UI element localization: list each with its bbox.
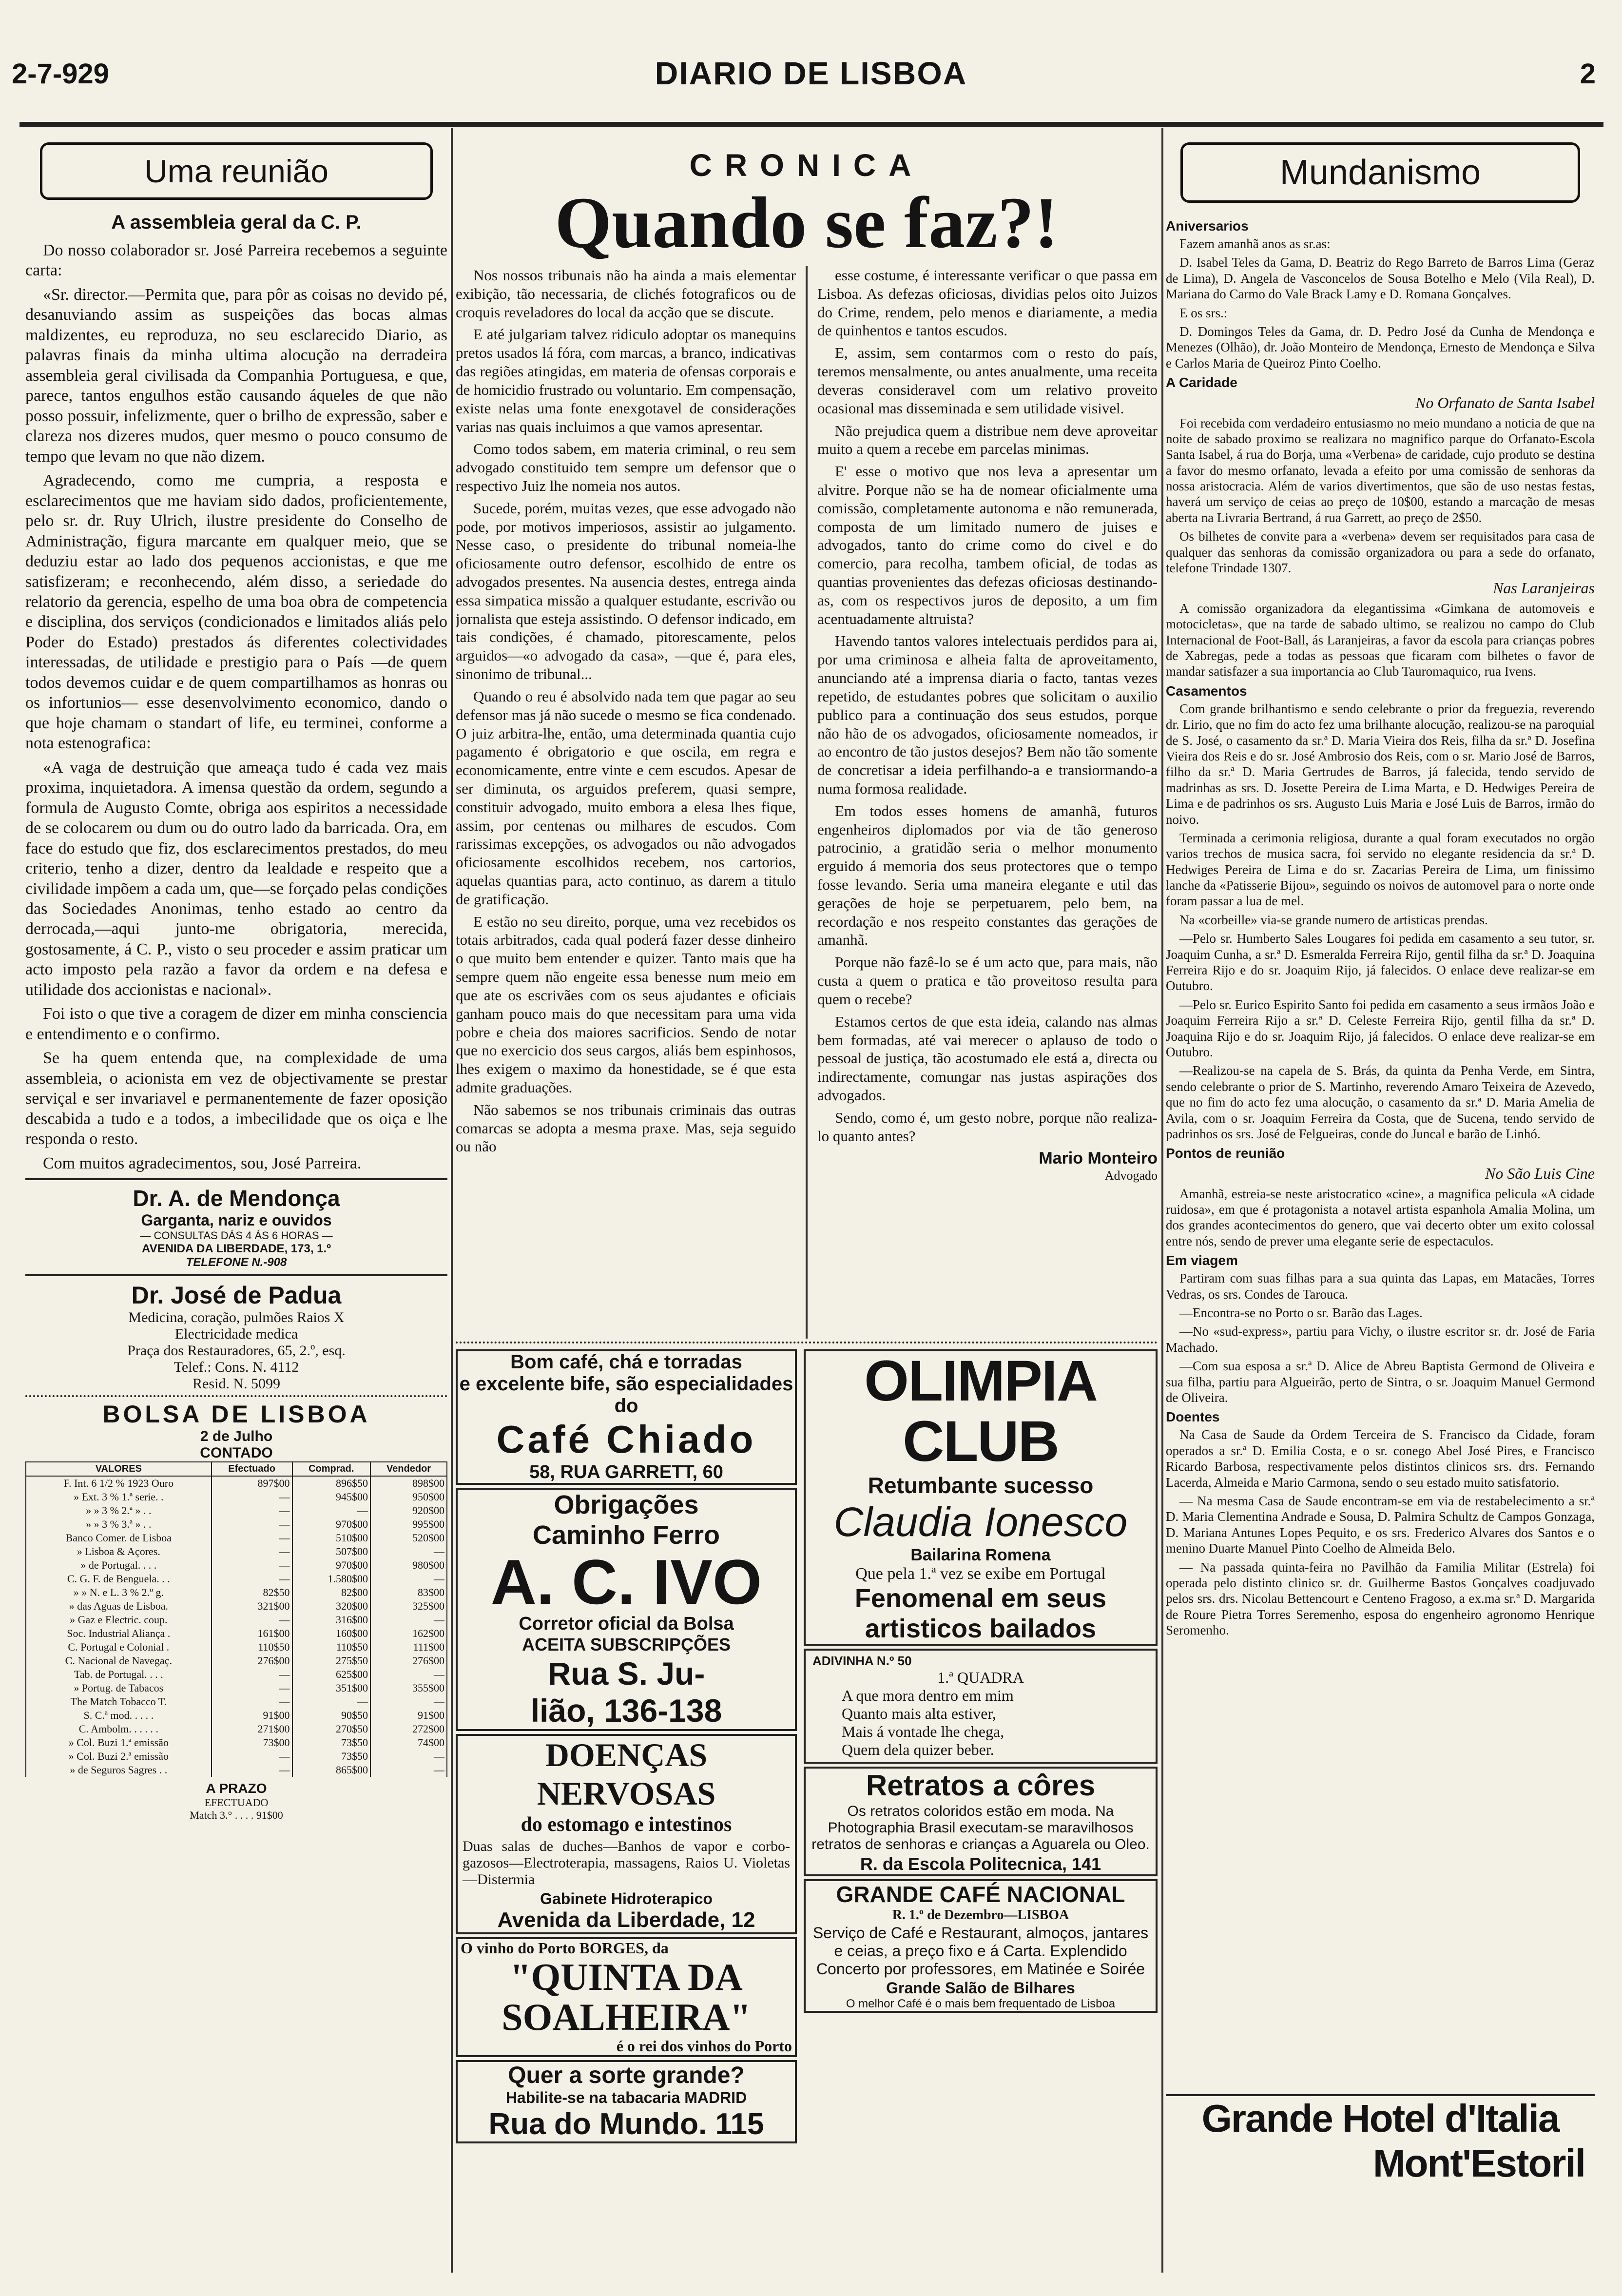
- mundanismo-title: Mundanismo: [1180, 142, 1580, 203]
- table-cell: 321$00: [212, 1599, 292, 1613]
- table-cell: —: [212, 1763, 292, 1777]
- paragraph: D. Isabel Teles da Gama, D. Beatriz do Rego Barreto de Barros Lima (Geraz de Lima), D. Angela de Vasconcelos de Sousa Botelho e Melo (Vila Real), D. Mariana do Carmo do Vale Brack Lamy e D. Romana Gonçalves.: [1166, 255, 1595, 302]
- table-cell: 945$00: [292, 1490, 371, 1504]
- table-cell: 520$00: [370, 1531, 447, 1545]
- table-cell: 980$00: [370, 1558, 447, 1572]
- table-cell: —: [212, 1490, 292, 1504]
- ad-line: O melhor Café é o mais bem frequentado de Lisboa: [846, 1997, 1116, 2010]
- bolsa-section: [25, 1400, 447, 1822]
- table-cell: —: [212, 1545, 292, 1558]
- paragraph: Os bilhetes de convite para a «verbena» devem ser requisitados para casa de qualquer das senhoras da comissão organizadora ou para a sede do orfanato, telefone Trindade 1307.: [1166, 529, 1595, 576]
- table-cell: S. C.ª mod. . . . .: [26, 1709, 212, 1722]
- section-head: Casamentos: [1166, 683, 1247, 699]
- paragraph: esse costume, é interessante verificar o que passa em Lisboa. As defezas oficiosas, dividias pelos oito Juizos do Crime, rendem, pelo menos e diariamente, a media de quinhentos e tantos escudos.: [817, 267, 1158, 339]
- ad-line: 58, RUA GARRETT, 60: [529, 1462, 723, 1482]
- paragraph: E estão no seu direito, porque, uma vez recebidos os totais arbitrados, cada qual poderá fazer desse dinheiro o que muito bem entender e quizer. Tanto mais que ha sempre quem não engeite essa benesse num meio em que ate os escrivães com os seus ajudantes e oficiais ganham pouco mais do que necessitam para uma vida pobre e cheia dos maiores sacrificios. Sendo de notar que no exercicio dos seus cargos, aliás bem espinhosos, lhes exigem o maximo da honestidade, se é que esta admite graduações.: [456, 913, 796, 1096]
- section-head: Doentes: [1166, 1409, 1220, 1425]
- ad-line: Obrigações: [554, 1490, 699, 1519]
- uma-reuniao-title: Uma reunião: [40, 142, 433, 200]
- paragraph: Foi isto o que tive a coragem de dizer em minha consciencia e entendimento e o confirmo.: [25, 1005, 447, 1043]
- ad-mendonca: [25, 1185, 447, 1269]
- table-cell: » Col. Buzi 2.ª emissão: [26, 1750, 212, 1763]
- headline: Quando se faz?!: [555, 182, 1059, 263]
- table-row: [26, 1627, 447, 1640]
- ad-name: GRANDE CAFÉ NACIONAL: [836, 1881, 1125, 1907]
- table-row: [26, 1586, 447, 1599]
- table-cell: 272$00: [370, 1722, 447, 1736]
- table-cell: » de Seguros Sagres . .: [26, 1763, 212, 1777]
- ad-line: Retumbante sucesso: [868, 1472, 1094, 1498]
- table-cell: 995$00: [370, 1518, 447, 1531]
- ad-line: ACEITA SUBSCRIPÇÕES: [521, 1634, 731, 1654]
- left-column: [25, 128, 447, 2273]
- ad-line: Que pela 1.ª vez se exibe em Portugal: [855, 1564, 1106, 1583]
- table-row: [26, 1531, 447, 1545]
- section-head: Aniversarios: [1166, 218, 1249, 233]
- bolsa-date: 2 de Julho: [200, 1428, 273, 1445]
- adivinha-title: ADIVINHA N.º 50: [812, 1653, 912, 1668]
- newspaper-title: DIARIO DE LISBOA: [655, 55, 967, 91]
- table-row: [26, 1763, 447, 1777]
- table-cell: 90$50: [292, 1709, 371, 1722]
- table-cell: —: [212, 1558, 292, 1572]
- ad-line: Avenida da Liberdade, 12: [497, 1908, 755, 1932]
- table-cell: 950$00: [370, 1490, 447, 1504]
- bolsa-table: [25, 1461, 447, 1777]
- table-row: [26, 1722, 447, 1736]
- bolsa-efectuado: EFECTUADO: [204, 1796, 269, 1809]
- mundanismo-body: [1166, 214, 1595, 2091]
- bolsa-match: Match 3.° . . . . 91$00: [190, 1809, 283, 1822]
- ad-name: OLIMPIA CLUB: [864, 1349, 1097, 1474]
- paragraph: Sucede, porém, muitas vezes, que esse advogado não pode, por motivos imperiosos, assistir ao julgamento. Nesse caso, o presidente do tribunal nomeia-lhe oficiosamente outro defensor, escolhido de entre os advogados presentes. Na ausencia destes, entrega ainda essa simpatica missão a qualquer estudante, escrivão ou jornalista que esteja assistindo. O defensor indicado, em tais condições, é chamado, pitorescamente, pelos arguidos—«o advogado da casa», —que é, para eles, sinonimo de tribunal...: [456, 499, 796, 683]
- paragraph: Fazem amanhã anos as sr.as:: [1179, 236, 1331, 251]
- ad-name: A. C. IVO: [490, 1546, 762, 1617]
- table-cell: —: [370, 1572, 447, 1586]
- table-cell: —: [292, 1695, 371, 1709]
- ad-retratos: [804, 1767, 1158, 1876]
- section-em-viagem: [1166, 1253, 1595, 1405]
- paragraph: Quando o reu é absolvido nada tem que pagar ao seu defensor mas já não sucede o mesmo se fica condenado. O juiz arbitra-lhe, então, uma determinada quantia cujo pagamento é obrigatorio e que oscila, em regra e economicamente, entre vinte e cem escudos. Apesar de ser diminuta, os arguidos preferem, quasi sempre, constituir advogado, muito embora a elesa lhes fique, assim, por centenas ou milhares de escudos. Com rarissimas excepções, os advogados ou não advogados oficiosamente escolhidos recebem, nos cartorios, aquelas quantias para, acto continuo, as darem a titulo de gratificação.: [456, 687, 796, 908]
- table-cell: » Col. Buzi 1.ª emissão: [26, 1736, 212, 1750]
- ad-line: O vinho do Porto BORGES, da: [461, 1939, 669, 1957]
- table-row: [26, 1750, 447, 1763]
- table-cell: 110$50: [212, 1640, 292, 1654]
- table-cell: C. Nacional de Navegaç.: [26, 1654, 212, 1668]
- paragraph: —Pelo sr. Humberto Sales Lougares foi pedida em casamento a seu tutor, sr. Joaquim Cunha, a sr.ª D. Esmeralda Ferreira Rijo, gentil filha da sr.ª D. Joaquina Ferreira Rijo e do sr. Joaquim Rijo, já falecidos. O enlace deve realizar-se em Outubro.: [1166, 931, 1595, 993]
- paragraph: Na Casa de Saude da Ordem Terceira de S. Francisco da Cidade, foram operados a sr.ª D. Emilia Costa, e o sr. conego Abel José Pires, e Francisco Ricardo Barbosa, respectivamente pelos distintos clinicos srs. drs. Fernando Lacerda, Almeida e Mario Carmona, sendo o seu estado muito satisfatorio.: [1166, 1427, 1595, 1490]
- table-cell: » Ext. 3 % 1.ª serie. .: [26, 1490, 212, 1504]
- column-rule: [1161, 128, 1163, 2273]
- ad-name: Café Chiado: [496, 1418, 756, 1461]
- paragraph: Terminada a cerimonia religiosa, durante a qual foram executados no orgão varios trechos de musica sacra, foi servido no elegante residencia da sr.ª D. Hedwiges Pereira de Lima e do sr. Zacarias Pereira de Lima, um finissimo lanche da «Patisserie Bijou», seguindo os noivos de automovel para o norte onde foram passar a lua de mel.: [1166, 830, 1595, 909]
- adivinha-line: A que mora dentro em mim: [842, 1686, 1014, 1704]
- table-cell: —: [212, 1613, 292, 1627]
- table-cell: 276$00: [212, 1654, 292, 1668]
- paragraph: Partiram com suas filhas para a sua quinta das Lapas, em Matacães, Torres Vedras, os srs. Condes de Tarouca.: [1166, 1271, 1595, 1302]
- ads-area: [456, 1346, 1158, 2146]
- paragraph: —Realizou-se na capela de S. Brás, da quinta da Penha Verde, em Sintra, sendo celebrante o prior de S. Martinho, reverendo Amaro Teixeira de Azevedo, que no fim do acto fez uma alocução, o casamento da sr.ª D. Maria Amelia de Avila, com o sr. Joaquim Ferreira da Costa, que de Sucena, tendo servido de padrinhos os srs. José de Felgueiras, conde do Juncal e barão de Linhó.: [1166, 1063, 1595, 1141]
- paragraph: «Sr. director.—Permita que, para pôr as coisas no devido pé, desanuviando assim as suspeições das bocas almas maldizentes, eu reproduza, no seu esclarecido Diario, as palavras finais da minha ultima alocução na derradeira assembleia geral civilisada da Companhia Portuguesa, e que, parece, tantos engulhos estão causando áqueles de que não posso possuir, infelizmente, quer o brilho de expressão, saber e clareza nos dizeres mudos, quer mesmo o pouco consumo de tempo que levam no que não dizem.: [25, 285, 447, 466]
- table-cell: —: [212, 1681, 292, 1695]
- table-row: [26, 1640, 447, 1654]
- table-cell: 275$50: [292, 1654, 371, 1668]
- adivinha-subtitle: 1.ª QUADRA: [937, 1668, 1024, 1686]
- table-cell: Tab. de Portugal. . . .: [26, 1668, 212, 1681]
- signature-role: Advogado: [1104, 1168, 1158, 1183]
- ad-line: lião, 136-138: [530, 1693, 722, 1729]
- adivinha-line: Quanto mais alta estiver,: [842, 1704, 996, 1722]
- ad-line: — CONSULTAS DÁS 4 ÁS 6 HORAS —: [140, 1229, 333, 1242]
- section-caridade: [1166, 375, 1595, 576]
- ad-line: AVENIDA DA LIBERDADE, 173, 1.º: [142, 1242, 331, 1256]
- paragraph: Se ha quem entenda que, na complexidade de uma assembleia, o acionista em vez de objectivamente se prestar serviçal e ser invariavel e permanentemente de fazer oposição descabida a tudo e a todos, a imbecilidade que os oiça e lhe responda o resto.: [25, 1049, 447, 1148]
- paragraph: Amanhã, estreia-se neste aristocratico «cine», a magnifica pelicula «A cidade ruidosa», em que é protagonista a notavel artista espanhola Amalia Molina, um dos grandes acontecimentos do genero, que vai decerto obter um exito colossal entre nós, sendo de prever uma elegante serie de espectaculos.: [1166, 1186, 1595, 1248]
- table-row: [26, 1558, 447, 1572]
- paragraph: — Na mesma Casa de Saude encontram-se em via de restabelecimento a sr.ª D. Maria Clementina Andrade e Sousa, D. Palmira Schultz de Campos Gonzaga, D. Mariana Antunes Lopes Pequito, e os srs. Frederico Alvares dos Santos e o menino Duarte Manuel Pinto Coelho de Almeida Belo.: [1166, 1493, 1595, 1556]
- table-cell: 1.580$00: [292, 1572, 371, 1586]
- bolsa-aprazo: A PRAZO: [206, 1781, 267, 1796]
- table-cell: 355$00: [370, 1681, 447, 1695]
- table-cell: 865$00: [292, 1763, 371, 1777]
- table-cell: » de Portugal. . . .: [26, 1558, 212, 1572]
- table-row: [26, 1490, 447, 1504]
- ad-padua: [25, 1281, 447, 1392]
- table-cell: 316$00: [292, 1613, 371, 1627]
- table-cell: —: [212, 1518, 292, 1531]
- table-cell: » » 3 % 2.ª » . .: [26, 1504, 212, 1518]
- ad-line: Serviço de Café e Restaurant, almoços, jantares e ceias, a preço fixo e á Carta. Explendido Concerto por professores, em Matinée e Soirée: [812, 1924, 1149, 1978]
- section-head: Em viagem: [1166, 1253, 1238, 1268]
- table-cell: Soc. Industrial Aliança .: [26, 1627, 212, 1640]
- paragraph: «A vaga de destruição que ameaça tudo é cada vez mais proxima, inquietadora. A imensa questão da ordem, segundo a formula de Augusto Comte, obriga aos espiritos a necessidade de se colocarem ou dum ou do outro lado da barricada. Ora, em face do estudo que fiz, dos esclarecimentos prestados, do meu criterio, tenho a dizer, dentro da lealdade e respeito que a civilidade impõem a cada um, que—se forçado pelas condições das Sociedades Anonimas, tenho estado ao centro da derrocada,—aqui junto-me obrigatoria, merecida, gostosamente, á C. P., visto o seu proceder e assim praticar um acto imposto pela razão a favor da ordem e na defesa e utilidade dos accionistas e nacional».: [25, 758, 447, 999]
- section-head: Pontos de reunião: [1166, 1146, 1285, 1161]
- paragraph: E, assim, sem contarmos com o resto do país, teremos mensalmente, ou antes anualmente, uma receita deveras consideravel com um relativo proveito ocasional mas disseminada e sem utilidade visivel.: [817, 344, 1158, 417]
- paragraph: Como todos sabem, em materia criminal, o reu sem advogado constituido tem sempre um defensor que o respectivo Juiz lhe nomeia nos autos.: [456, 440, 796, 494]
- table-cell: » das Aguas de Lisboa.: [26, 1599, 212, 1613]
- paragraph: —Com sua esposa a sr.ª D. Alice de Abreu Baptista Germond de Oliveira e sua filha, partiu para Algueirão, perto de Sintra, o sr. Joaquim Manuel Germond de Oliveira.: [1166, 1359, 1595, 1405]
- ad-line: R. 1.º de Dezembro—LISBOA: [892, 1907, 1069, 1923]
- section-doentes: [1166, 1409, 1595, 1638]
- table-cell: 83$00: [370, 1586, 447, 1599]
- paragraph: E até julgariam talvez ridiculo adoptar os manequins pretos usados lá fóra, com marcas, a branco, indicativas das regiões atingidas, em materia de ofensas corporais e de homicidio frustrado ou voluntario. Em compensação, existe nelas uma fonte enexgotavel de considerações varias nas quais incluimos a que vamos apresentar.: [456, 326, 796, 435]
- table-cell: —: [212, 1668, 292, 1681]
- bolsa-col-header: Vendedor: [370, 1462, 447, 1476]
- paragraph: —Pelo sr. Eurico Espirito Santo foi pedida em casamento a seus irmãos João e Joaquim Ferreira Rijo a sr.ª D. Celeste Ferreira Rijo, gentil filha da sr.ª D. Joaquina Rijo e do sr. Joaquim Rijo, já falecidos. O enlace deve realizar-se em Outubro.: [1166, 997, 1595, 1059]
- ad-name: Retratos a côres: [866, 1769, 1096, 1802]
- paragraph: Com grande brilhantismo e sendo celebrante o prior da freguezia, reverendo dr. Lirio, que no fim do acto fez uma brilhante alocução, realizou-se na paroquial de S. José, o casamento da sr.ª D. Maria Vieira dos Reis, filha da sr.ª D. Josefina Vieira dos Reis e do sr. José Ambrosio dos Reis, com o sr. Mario José de Barros, filho da sr.ª D. Maria Gertrudes de Barros, já falecida, tendo servido de madrinhas as srs. D. Josette Pereira de Lima Marta, e D. Hedwiges Pereira de Lima e de padrinhos os srs. Augusto Luis Maria e José Luis de Barros, irmão do noivo.: [1166, 701, 1595, 827]
- paragraph: A comissão organizadora da elegantissima «Gimkana de automoveis e motocicletas», que na tarde de sabado ultimo, se realizou no campo do Club Internacional de Foot-Ball, ás Laranjeiras, a favor da escola para crianças pobres de Xabregas, pede a todas as pessoas que ficaram com bilhetes o favor de mandar satisfazer a sua importancia ao Club Tauromaquico, rua Ivens.: [1166, 601, 1595, 679]
- section-laranjeiras: [1166, 579, 1595, 679]
- table-row: [26, 1668, 447, 1681]
- table-cell: —: [212, 1531, 292, 1545]
- ad-line: Duas salas de duches—Banhos de vapor e corbo-gazosos—Electroterapia, massagens, Raios U. Violetas—Distermia: [463, 1838, 790, 1887]
- ad-grande-cafe: [804, 1879, 1158, 2013]
- table-cell: 74$00: [370, 1736, 447, 1750]
- table-cell: —: [370, 1613, 447, 1627]
- ad-name: Rua do Mundo. 115: [488, 2107, 764, 2141]
- table-cell: 91$00: [370, 1709, 447, 1722]
- bolsa-col-header: Efectuado: [212, 1462, 292, 1476]
- table-cell: 896$50: [292, 1476, 371, 1490]
- paragraph: Em todos esses homens de amanhã, futuros engenheiros diplomados por via de tão generoso patrocinio, a gratidão seria o melhor monumento erguido á memoria dos seus protectores que o tempo fosse levando. Seria uma maneira elegante e util das gerações de hoje se perpetuarem, pelo bem, na recordação e nos respeito constantes das gerações de amanhã.: [817, 802, 1158, 949]
- adivinha-line: Quem dela quizer beber.: [842, 1740, 994, 1758]
- ad-line: do estomago e intestinos: [521, 1813, 732, 1836]
- table-row: [26, 1736, 447, 1750]
- paragraph: Nos nossos tribunais não ha ainda a mais elementar exibição, tão necessaria, de clichés fotograficos ou de croquis reveladores do local da acção que se discute.: [456, 267, 796, 321]
- table-row: [26, 1545, 447, 1558]
- table-cell: 160$00: [292, 1627, 371, 1640]
- table-cell: 320$00: [292, 1599, 371, 1613]
- paragraph: Não prejudica quem a distribue nem deve aproveitar muito a quem a recebe em parcelas minimas.: [817, 422, 1158, 458]
- table-row: [26, 1681, 447, 1695]
- table-cell: 91$00: [212, 1709, 292, 1722]
- table-cell: 73$50: [292, 1736, 371, 1750]
- table-row: [26, 1654, 447, 1668]
- ad-line: Mont'Estoril: [1373, 2141, 1585, 2185]
- table-row: [26, 1572, 447, 1586]
- article-body: [25, 240, 447, 1173]
- bolsa-col-header: VALORES: [26, 1462, 212, 1476]
- ad-porto: [456, 1937, 797, 2057]
- adivinha-box: [804, 1649, 1158, 1764]
- paragraph: Sendo, como é, um gesto nobre, porque não realiza-lo quanto antes?: [817, 1109, 1158, 1145]
- section-kicker: CRONICA: [689, 148, 924, 183]
- table-cell: 625$00: [292, 1668, 371, 1681]
- ad-name: Dr. José de Padua: [131, 1282, 342, 1309]
- ad-ivo: [456, 1488, 797, 1731]
- ad-line: R. da Escola Politecnica, 141: [860, 1853, 1101, 1874]
- ad-line: Grande Salão de Bilhares: [886, 1979, 1075, 1997]
- table-cell: 82$00: [292, 1586, 371, 1599]
- paragraph: D. Domingos Teles da Gama, dr. D. Pedro José da Cunha de Mendonça e Menezes (Olhão), dr. João Monteiro de Mendonça, Ernesto de Mendonça e Silva e Carlos Maria de Queiroz Pinto Coelho.: [1166, 324, 1595, 370]
- masthead: [0, 0, 1622, 122]
- section-subhead: Nas Laranjeiras: [1493, 579, 1595, 597]
- table-cell: The Match Tobacco T.: [26, 1695, 212, 1709]
- ad-line: Rua S. Ju-: [547, 1655, 705, 1692]
- bolsa-subtitle: CONTADO: [200, 1445, 273, 1461]
- section-subhead: No Orfanato de Santa Isabel: [1415, 394, 1595, 412]
- table-cell: 73$00: [212, 1736, 292, 1750]
- article-subtitle: A assembleia geral da C. P.: [111, 212, 362, 233]
- ad-line: Claudia Ionesco: [833, 1498, 1128, 1545]
- table-cell: 161$00: [212, 1627, 292, 1640]
- cronica-col-1: [456, 266, 796, 1339]
- table-row: [26, 1613, 447, 1627]
- paragraph: Com muitos agradecimentos, sou, José Parreira.: [43, 1154, 362, 1172]
- ad-line: Medicina, coração, pulmões Raios X: [128, 1309, 345, 1326]
- ad-line: Resid. N. 5099: [193, 1376, 280, 1392]
- table-cell: 82$50: [212, 1586, 292, 1599]
- table-cell: » Lisboa & Açores.: [26, 1545, 212, 1558]
- table-cell: 110$50: [292, 1640, 371, 1654]
- paragraph: Na «corbeille» via-se grande numero de artisticas prendas.: [1179, 912, 1488, 927]
- table-cell: —: [370, 1668, 447, 1681]
- column-rule: [451, 128, 453, 2273]
- table-cell: —: [292, 1504, 371, 1518]
- paragraph: —Encontra-se no Porto o sr. Barão das Lages.: [1179, 1305, 1423, 1321]
- ad-line: TELEFONE N.-908: [186, 1256, 287, 1269]
- table-cell: —: [370, 1545, 447, 1558]
- paragraph: Não sabemos se nos tribunais criminais das outras comarcas se adopta a mesma praxe. Mas, seja seguido ou não: [456, 1101, 796, 1155]
- ad-line: Garganta, nariz e ouvidos: [141, 1211, 332, 1229]
- table-cell: Banco Comer. de Lisboa: [26, 1531, 212, 1545]
- ad-line: Fenomenal em seus: [854, 1583, 1107, 1613]
- paragraph: — Na passada quinta-feira no Pavilhão da Familia Militar (Estrela) foi operada pelo distinto clinico sr. dr. Guilherme Bastos Gonçalves coadjuvado pelos srs. drs. Nicolau Bettencourt e Centeno Fragoso, a ex.ma sr.ª D. Margarida de Roure Pietra Torres Seremenho, esposa do engenheiro agronomo Henrique Seromenho.: [1166, 1559, 1595, 1638]
- table-cell: 970$00: [292, 1518, 371, 1531]
- table-cell: 510$00: [292, 1531, 371, 1545]
- ad-cafe-chiado: [456, 1349, 797, 1485]
- section-casamentos: [1166, 683, 1595, 1142]
- table-cell: 351$00: [292, 1681, 371, 1695]
- table-cell: 270$50: [292, 1722, 371, 1736]
- ads-left-stack: [456, 1346, 797, 2146]
- table-row: [26, 1476, 447, 1490]
- paragraph: Estamos certos de que esta ideia, calando nas almas bem formadas, até vai merecer o aplauso de todo o pessoal de justiça, tão acostumado ele está a, directa ou indirectamente, comungar nas justas aspirações dos advogados.: [817, 1012, 1158, 1104]
- ad-sorte-grande: [456, 2060, 797, 2143]
- table-row: [26, 1504, 447, 1518]
- issue-date: 2-7-929: [12, 58, 109, 90]
- ad-line: Corretor oficial da Bolsa: [519, 1614, 734, 1634]
- table-cell: 111$00: [370, 1640, 447, 1654]
- table-cell: 162$00: [370, 1627, 447, 1640]
- table-cell: 898$00: [370, 1476, 447, 1490]
- table-cell: —: [212, 1504, 292, 1518]
- table-row: [26, 1518, 447, 1531]
- ad-line: Quer a sorte grande?: [508, 2062, 745, 2088]
- table-cell: 271$00: [212, 1722, 292, 1736]
- table-cell: C. Ambolm. . . . . .: [26, 1722, 212, 1736]
- table-cell: —: [212, 1695, 292, 1709]
- ad-olimpia-club: [804, 1349, 1158, 1646]
- table-cell: » Portug. de Tabacos: [26, 1681, 212, 1695]
- bolsa-title: BOLSA DE LISBOA: [102, 1401, 370, 1428]
- table-row: [26, 1599, 447, 1613]
- adivinha-line: Mais á vontade lhe chega,: [842, 1722, 1004, 1740]
- ad-doencas: [456, 1734, 797, 1934]
- table-cell: » » 3 % 3.ª » . .: [26, 1518, 212, 1531]
- paragraph: Porque não fazê-lo se é um acto que, para mais, não custa a quem o pratica e tão proveitoso resulta para quem o recebe?: [817, 953, 1158, 1008]
- ad-line: Os retratos coloridos estão em moda. Na Photographia Brasil executam-se maravilhosos retratos de senhoras e crianças a Aguarela ou Oleo.: [811, 1803, 1150, 1852]
- section-aniversarios: [1166, 218, 1595, 371]
- cronica-col-2: [817, 266, 1158, 1339]
- table-cell: —: [370, 1763, 447, 1777]
- ad-line: e excelente bife, são especialidades do: [459, 1373, 793, 1417]
- ad-line: artisticos bailados: [865, 1614, 1097, 1643]
- table-cell: 920$00: [370, 1504, 447, 1518]
- table-cell: C. G. F. de Benguela. . .: [26, 1572, 212, 1586]
- table-row: [26, 1709, 447, 1722]
- ad-line: Gabinete Hidroterapico: [540, 1890, 713, 1907]
- right-column: [1166, 128, 1595, 2273]
- section-pontos-reuniao: [1166, 1146, 1595, 1249]
- ad-line: é o rei dos vinhos do Porto: [616, 2037, 792, 2055]
- ad-line: Caminho Ferro: [532, 1520, 720, 1550]
- page-number: 2: [1580, 58, 1596, 90]
- table-cell: 970$00: [292, 1558, 371, 1572]
- middle-column: [456, 128, 1158, 2273]
- ad-hotel: [1166, 2094, 1595, 2186]
- paragraph: —No «sud-express», partiu para Vichy, o ilustre escritor sr. dr. José de Faria Machado.: [1166, 1324, 1595, 1355]
- paragraph: E' esse o motivo que nos leva a apresentar um alvitre. Porque não se ha de nomear oficialmente uma comissão, completamente autonoma e não remunerada, composta de um limitado numero de juises e advogados, tanto do crime como do civel e do comercio, para recolha, tambem oficial, de todas as quantias provenientes das defezas oficiosas destinando-as, com os respectivos juros de deposito, a um fim acentuadamente altruista?: [817, 463, 1158, 627]
- ad-line: Habilite-se na tabacaria MADRID: [505, 2088, 747, 2106]
- section-head: A Caridade: [1166, 375, 1237, 390]
- table-cell: 325$00: [370, 1599, 447, 1613]
- ad-line: Bailarina Romena: [910, 1545, 1051, 1564]
- paragraph: Foi recebida com verdadeiro entusiasmo no meio mundano a noticia de que na noite de sabado proximo se realizara no magnifico parque do Orfanato-Escola Santa Isabel, á rua do Borja, uma «Verbena» de caridade, cujo produto se destina a favor do mesmo orfanato, levada a efeito por uma comissão de senhoras da nossa aristocracia. Além de varios divertimentos, que são de uso nestas festas, haverá um serviço de ceias ao preço de 10$00, estando a marcação de mesas aberta na Livraria Bertrand, á rua Garrett, ao preço de 2$50.: [1166, 415, 1595, 525]
- ad-name: DOENÇAS NERVOSAS: [537, 1736, 716, 1812]
- table-cell: —: [370, 1750, 447, 1763]
- signature: Mario Monteiro: [1039, 1149, 1158, 1168]
- table-cell: C. Portugal e Colonial .: [26, 1640, 212, 1654]
- ad-line: Grande Hotel d'Italia: [1201, 2097, 1559, 2140]
- paragraph: E os srs.:: [1179, 305, 1228, 320]
- table-cell: 507$00: [292, 1545, 371, 1558]
- bolsa-col-header: Comprad.: [292, 1462, 371, 1476]
- cronica-body: [456, 266, 1158, 1339]
- table-cell: —: [370, 1695, 447, 1709]
- table-cell: » » N. e L. 3 % 2.º g.: [26, 1586, 212, 1599]
- ad-line: Telef.: Cons. N. 4112: [174, 1359, 299, 1376]
- paragraph: Havendo tantos valores intelectuais perdidos para ai, por uma criminosa e alheia falta de aproveitamento, anunciando até a imprensa diaria o facto, tantas vezes repetido, de estudantes pobres que solicitam o auxilio publico para a continuação dos seus estudos, porque não hão de os advogados, oficiosamente nomeados, ir ao encontro de tão justos desejos? Bem não tão somente de concretisar a ideia perfilhando-a e transiormando-a numa formosa realidade.: [817, 632, 1158, 797]
- table-cell: » Gaz e Electric. coup.: [26, 1613, 212, 1627]
- table-row: [26, 1695, 447, 1709]
- paragraph: Agradecendo, como me cumpria, a resposta e esclarecimentos que me haviam sido dados, proficientemente, pelo sr. dr. Ruy Ulrich, ilustre presidente do Conselho de Administração, figura marcante em qualquer meio, que se deduziu estar ao lado dos pequenos accionistas, e que me satisfizeram; e reconhecendo, além disso, a seriedade do relatorio da gerencia, espelho de uma boa obra de competencia e disciplina, dos serviços (condicionados e limitados aliás pelo Poder do Estado) prestados ás diferentes colectividades interessadas, de utilidade e prestigio para o País —de quem todos devemos cuidar e de quem compartilhamos as honras ou os infortunios— esse desenvolvimento economico, dando o que hoje chamam o standart of life, eu terminei, conforme a nota estenografica:: [25, 471, 447, 753]
- ads-right-stack: [804, 1346, 1158, 2146]
- table-cell: F. Int. 6 1/2 % 1923 Ouro: [26, 1476, 212, 1490]
- table-cell: —: [212, 1572, 292, 1586]
- table-cell: 897$00: [212, 1476, 292, 1490]
- paragraph: Do nosso colaborador sr. José Parreira recebemos a seguinte carta:: [25, 241, 447, 280]
- ad-name: Dr. A. de Mendonça: [133, 1186, 340, 1211]
- table-cell: —: [212, 1750, 292, 1763]
- ad-line: Praça dos Restauradores, 65, 2.º, esq.: [127, 1343, 346, 1359]
- ad-line: Bom café, chá e torradas: [510, 1351, 742, 1373]
- ad-line: Electricidade medica: [174, 1326, 298, 1343]
- ad-name: "QUINTA DA SOALHEIRA": [502, 1956, 751, 2038]
- table-cell: 276$00: [370, 1654, 447, 1668]
- table-cell: 73$50: [292, 1750, 371, 1763]
- section-subhead: No São Luis Cine: [1485, 1165, 1595, 1183]
